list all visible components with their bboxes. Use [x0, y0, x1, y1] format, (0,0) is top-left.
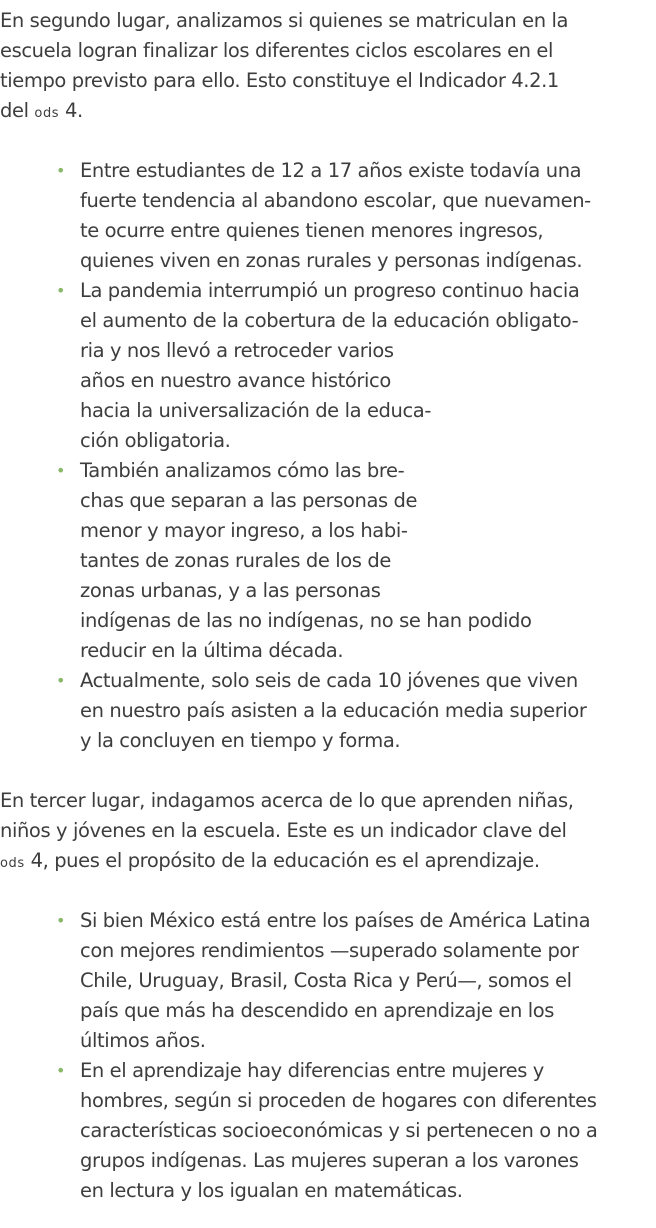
bullet-list-abandono: [0, 156, 656, 756]
text-fragment: 4, pues el propósito de la educación es el aprendizaje.: [30, 849, 540, 872]
text-line: Chile, Uruguay, Brasil, Costa Rica y Perú—, somos el: [80, 969, 572, 992]
list-item: [0, 276, 656, 456]
text-line: La pandemia interrumpió un progreso continuo hacia: [80, 279, 580, 302]
bullet-icon: •: [56, 1061, 66, 1080]
text-line: fuerte tendencia al abandono escolar, que nuevamen-: [80, 189, 591, 212]
text-line: el aumento de la cobertura de la educación obligato-: [80, 309, 579, 332]
text-line: tantes de zonas rurales de los de: [80, 549, 391, 572]
text-line: niños y jóvenes en la escuela. Este es un indicador clave del: [0, 819, 567, 842]
text-line: En tercer lugar, indagamos acerca de lo que aprenden niñas,: [0, 789, 574, 812]
text-line: en lectura y los igualan en matemáticas.: [80, 1179, 463, 1202]
text-line: en nuestro país asisten a la educación media superior: [80, 699, 587, 722]
text-line: y la concluyen en tiempo y forma.: [80, 729, 401, 752]
text-line: En segundo lugar, analizamos si quienes se matriculan en la: [0, 9, 569, 32]
text-line: grupos indígenas. Las mujeres superan a los varones: [80, 1149, 579, 1172]
text-line: tiempo previsto para ello. Esto constituye el Indicador 4.2.1: [0, 69, 559, 92]
text-line: Si bien México está entre los países de América Latina: [80, 909, 591, 932]
text-line: escuela logran finalizar los diferentes ciclos escolares en el: [0, 39, 554, 62]
text-line: menor y mayor ingreso, a los habi-: [80, 519, 408, 542]
text-line: zonas urbanas, y a las personas: [80, 579, 381, 602]
text-line: país que más ha descendido en aprendizaje en los: [80, 999, 555, 1022]
text-line: te ocurre entre quienes tienen menores ingresos,: [80, 219, 544, 242]
text-line: indígenas de las no indígenas, no se han podido: [80, 609, 532, 632]
text-line: Entre estudiantes de 12 a 17 años existe todavía una: [80, 159, 582, 182]
text-line: Actualmente, solo seis de cada 10 jóvenes que viven: [80, 669, 578, 692]
text-line: hacia la universalización de la educa-: [80, 399, 431, 422]
paragraph-tercer-lugar: [0, 786, 656, 879]
text-line: quienes viven en zonas rurales y personas indígenas.: [80, 249, 583, 272]
text-fragment: 4.: [65, 99, 83, 122]
text-line: años en nuestro avance histórico: [80, 369, 391, 392]
text-line: En el aprendizaje hay diferencias entre mujeres y: [80, 1059, 544, 1082]
text-line: chas que separan a las personas de: [80, 489, 418, 512]
bullet-list-aprendizaje: [0, 906, 656, 1206]
text-fragment: del: [0, 99, 29, 122]
bullet-icon: •: [56, 461, 66, 480]
list-item: [0, 666, 656, 756]
text-line: hombres, según si proceden de hogares con diferentes: [80, 1089, 597, 1112]
text-line: ción obligatoria.: [80, 429, 231, 452]
text-line: características socioeconómicas y si pertenecen o no a: [80, 1119, 598, 1142]
text-line: reducir en la última década.: [80, 639, 344, 662]
list-item: [0, 906, 656, 1056]
list-item: [0, 456, 656, 666]
paragraph-segundo-lugar: [0, 6, 656, 129]
bullet-icon: •: [56, 161, 66, 180]
bullet-icon: •: [56, 911, 66, 930]
bullet-icon: •: [56, 671, 66, 690]
ods-abbreviation: ods: [34, 106, 60, 121]
text-line: ria y nos llevó a retroceder varios: [80, 339, 394, 362]
bullet-icon: •: [56, 281, 66, 300]
text-line: [0, 96, 656, 129]
text-line: También analizamos cómo las bre-: [80, 459, 405, 482]
list-item: [0, 1056, 656, 1206]
ods-abbreviation: ods: [0, 856, 25, 871]
text-line: [0, 846, 656, 879]
list-item: [0, 156, 656, 276]
text-line: con mejores rendimientos —superado solamente por: [80, 939, 579, 962]
text-line: últimos años.: [80, 1029, 206, 1052]
